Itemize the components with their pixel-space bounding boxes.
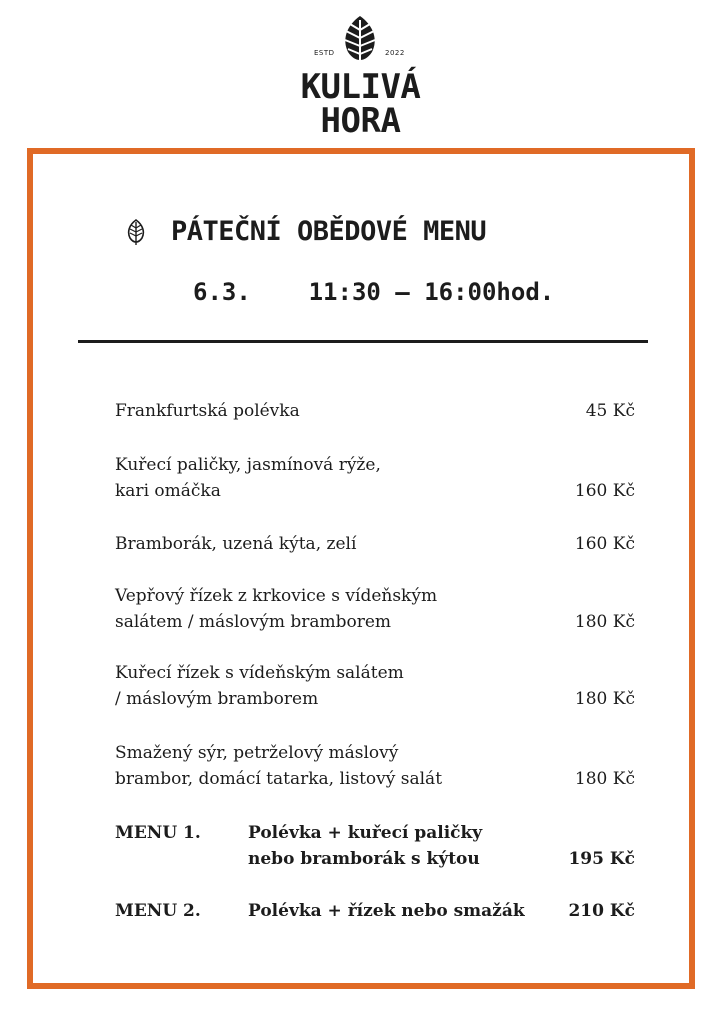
item-price: 180 Kč [574,612,635,632]
item-description: Frankfurtská polévka [115,401,300,421]
brand-year: 2022 [385,49,405,57]
item-price: 160 Kč [574,534,635,554]
page-title: PÁTEČNÍ OBĚDOVÉ MENU [171,216,487,247]
menu-hours: 11:30 – 16:00hod. [308,278,555,306]
item-description: Bramborák, uzená kýta, zelí [115,534,357,554]
item-price: 45 Kč [585,401,635,421]
leaf-icon [125,219,147,245]
combo-menu [115,898,635,924]
menu-item [115,531,635,557]
combo-menu [115,820,635,872]
menu-date: 6.3. [193,278,251,306]
item-price: 180 Kč [574,769,635,789]
brand-name-line2: HORA [320,101,401,141]
combo-price: 195 Kč [568,849,635,869]
brand-estd: ESTD [314,49,335,57]
item-description: Smažený sýr, petrželový máslový brambor, domácí tatarka, listový salát [115,743,443,789]
combo-description: Polévka + kuřecí paličky nebo bramborák s kýtou [248,823,483,869]
brand-logo [0,0,721,140]
menu-heading [125,216,645,252]
brand-name-line1: KULIVÁ [300,67,421,107]
item-description: Kuřecí řízek s vídeňským salátem / máslovým bramborem [115,663,404,709]
combo-label: MENU 1. [115,823,201,843]
combo-label: MENU 2. [115,901,201,921]
item-description: Kuřecí paličky, jasmínová rýže, kari omáčka [115,455,381,501]
menu-item [115,740,635,792]
item-description: Vepřový řízek z krkovice s vídeňským salátem / máslovým bramborem [115,586,438,632]
menu-item [115,452,635,504]
menu-item [115,583,635,635]
menu-item [115,398,635,424]
leaf-icon [336,14,384,64]
item-price: 160 Kč [574,481,635,501]
date-hours [193,278,554,306]
combo-description: Polévka + řízek nebo smažák [248,901,525,921]
menu-frame [27,148,695,989]
combo-price: 210 Kč [568,901,635,921]
divider [78,340,648,343]
item-price: 180 Kč [574,689,635,709]
menu-item [115,660,635,712]
